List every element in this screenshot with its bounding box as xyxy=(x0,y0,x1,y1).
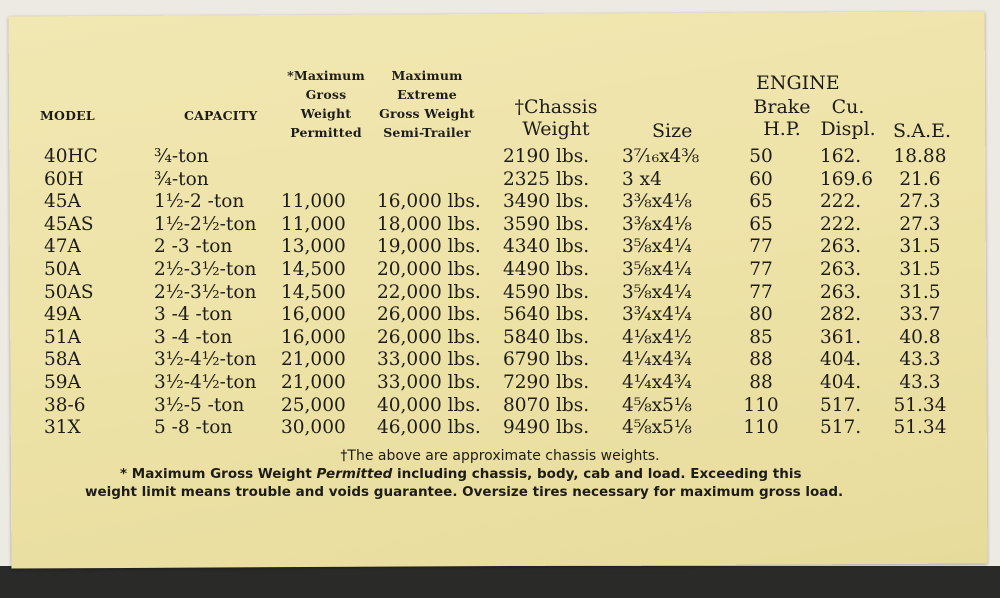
cell-gross: 14,500 xyxy=(281,281,346,303)
cell-hp: 88 xyxy=(749,349,773,371)
cell-sae: 31.5 xyxy=(899,259,941,280)
table-row xyxy=(0,326,1000,350)
table-row xyxy=(0,258,1000,282)
cell-sae: 33.7 xyxy=(899,304,941,326)
table-row xyxy=(0,281,1000,305)
cell-extreme: 26,000 lbs. xyxy=(377,326,481,348)
cell-capacity: ¾-ton xyxy=(154,168,209,190)
cell-hp: 110 xyxy=(743,417,779,439)
cell-sae: 43.3 xyxy=(899,349,941,371)
cell-gross: 21,000 xyxy=(281,349,346,371)
cell-hp: 77 xyxy=(749,236,773,258)
table-row xyxy=(0,348,1000,372)
cell-displ: 517. xyxy=(820,394,862,416)
cell-extreme: 18,000 lbs. xyxy=(377,213,481,235)
cell-displ: 222. xyxy=(820,213,862,235)
header-engine: ENGINE xyxy=(756,72,840,94)
cell-displ: 361. xyxy=(820,326,862,348)
header-sae: S.A.E. xyxy=(893,120,952,142)
cell-model: 60H xyxy=(44,168,84,190)
cell-model: 31X xyxy=(44,417,81,439)
header-max-extreme: Maximum Extreme Gross Weight Semi-Trailer xyxy=(379,68,475,140)
cell-extreme: 46,000 lbs. xyxy=(377,417,481,439)
cell-sae: 43.3 xyxy=(899,372,941,393)
footnote-star-line2: weight limit means trouble and voids guarantee. Oversize tires necessary for maximum gross load. xyxy=(85,484,844,500)
table-row xyxy=(0,190,1000,214)
table-row xyxy=(0,394,1000,418)
cell-sae: 21.6 xyxy=(899,168,941,190)
cell-sae: 40.8 xyxy=(899,326,941,348)
cell-chassis: 7290 lbs. xyxy=(503,372,590,393)
cell-displ: 222. xyxy=(820,191,862,213)
cell-displ: 169.6 xyxy=(820,168,873,190)
cell-sae: 18.88 xyxy=(893,146,947,167)
footnote-star-line1: * Maximum Gross Weight Permitted including chassis, body, cab and load. Exceeding this xyxy=(120,466,802,482)
cell-size: 4⅝x5⅛ xyxy=(622,417,692,439)
header-size: Size xyxy=(652,120,693,142)
cell-size: 3¾x4¼ xyxy=(622,304,692,326)
header-capacity: CAPACITY xyxy=(184,108,258,123)
cell-capacity: 1½-2 -ton xyxy=(154,191,245,213)
cell-capacity: 3½-4½-ton xyxy=(154,349,257,371)
cell-gross: 16,000 xyxy=(281,326,346,348)
cell-hp: 80 xyxy=(749,304,773,326)
cell-displ: 404. xyxy=(820,349,862,371)
cell-size: 3⅝x4¼ xyxy=(622,281,692,303)
cell-gross: 11,000 xyxy=(281,191,346,213)
cell-chassis: 5640 lbs. xyxy=(503,304,590,326)
cell-model: 47A xyxy=(44,236,81,258)
cell-capacity: 2½-3½-ton xyxy=(154,281,257,303)
cell-gross: 11,000 xyxy=(281,213,346,235)
cell-size: 3⅜x4⅛ xyxy=(622,191,692,213)
cell-extreme: 40,000 lbs. xyxy=(377,394,481,416)
cell-capacity: 3½-5 -ton xyxy=(154,394,245,416)
table-row xyxy=(0,303,1000,327)
cell-displ: 282. xyxy=(820,304,862,326)
cell-displ: 263. xyxy=(820,236,862,258)
cell-chassis: 3490 lbs. xyxy=(503,191,590,213)
cell-capacity: ¾-ton xyxy=(154,146,209,167)
cell-chassis: 2325 lbs. xyxy=(503,168,590,190)
cell-gross: 16,000 xyxy=(281,304,346,326)
cell-extreme: 33,000 lbs. xyxy=(377,372,481,393)
cell-sae: 27.3 xyxy=(899,191,941,213)
cell-model: 45A xyxy=(44,191,81,213)
cell-size: 4⅝x5⅛ xyxy=(622,394,692,416)
cell-chassis: 4490 lbs. xyxy=(503,259,590,280)
cell-model: 58A xyxy=(44,349,81,371)
table-row xyxy=(0,235,1000,259)
cell-gross: 25,000 xyxy=(281,394,346,416)
header-model: MODEL xyxy=(40,108,95,123)
cell-extreme: 20,000 lbs. xyxy=(377,259,481,280)
cell-displ: 162. xyxy=(820,146,862,167)
cell-hp: 60 xyxy=(749,168,773,190)
cell-model: 50A xyxy=(44,259,81,280)
cell-model: 38-6 xyxy=(44,394,86,416)
cell-capacity: 1½-2½-ton xyxy=(154,213,257,235)
cell-sae: 51.34 xyxy=(893,394,947,416)
cell-sae: 51.34 xyxy=(893,417,947,439)
cell-size: 3 x4 xyxy=(622,168,662,190)
cell-sae: 31.5 xyxy=(899,236,941,258)
cell-size: 4⅛x4½ xyxy=(622,326,692,348)
cell-displ: 404. xyxy=(820,372,862,393)
cell-size: 3⁷⁄₁₆x4⅜ xyxy=(622,146,700,167)
cell-size: 3⅝x4¼ xyxy=(622,259,692,280)
header-chassis-weight: †Chassis Weight xyxy=(514,96,598,140)
cell-capacity: 2 -3 -ton xyxy=(154,236,233,258)
table-row xyxy=(0,213,1000,237)
cell-gross: 21,000 xyxy=(281,372,346,393)
cell-extreme: 26,000 lbs. xyxy=(377,304,481,326)
cell-chassis: 3590 lbs. xyxy=(503,213,590,235)
cell-hp: 77 xyxy=(749,259,773,280)
footnote-dagger: †The above are approximate chassis weights. xyxy=(340,448,660,464)
cell-gross: 13,000 xyxy=(281,236,346,258)
cell-chassis: 6790 lbs. xyxy=(503,349,590,371)
cell-chassis: 2190 lbs. xyxy=(503,146,590,167)
cell-capacity: 3 -4 -ton xyxy=(154,326,233,348)
cell-hp: 110 xyxy=(743,394,779,416)
cell-hp: 50 xyxy=(749,146,773,167)
cell-hp: 85 xyxy=(749,326,773,348)
cell-chassis: 9490 lbs. xyxy=(503,417,590,439)
cell-capacity: 3½-4½-ton xyxy=(154,372,257,393)
cell-hp: 65 xyxy=(749,213,773,235)
cell-sae: 27.3 xyxy=(899,213,941,235)
header-brake-hp: Brake H.P. xyxy=(753,96,811,140)
table-row xyxy=(0,416,1000,440)
cell-extreme: 19,000 lbs. xyxy=(377,236,481,258)
cell-hp: 65 xyxy=(749,191,773,213)
cell-chassis: 4590 lbs. xyxy=(503,281,590,303)
cell-displ: 263. xyxy=(820,259,862,280)
cell-capacity: 3 -4 -ton xyxy=(154,304,233,326)
cell-model: 51A xyxy=(44,326,81,348)
cell-gross: 14,500 xyxy=(281,259,346,280)
cell-extreme: 33,000 lbs. xyxy=(377,349,481,371)
cell-displ: 517. xyxy=(820,417,862,439)
cell-model: 59A xyxy=(44,372,81,393)
cell-extreme: 22,000 lbs. xyxy=(377,281,481,303)
cell-model: 49A xyxy=(44,304,81,326)
cell-sae: 31.5 xyxy=(899,281,941,303)
cell-size: 3⅝x4¼ xyxy=(622,236,692,258)
cell-model: 45AS xyxy=(44,213,94,235)
cell-hp: 88 xyxy=(749,372,773,393)
cell-size: 4¼x4¾ xyxy=(622,372,692,393)
table-row xyxy=(0,145,1000,169)
cell-chassis: 8070 lbs. xyxy=(503,394,590,416)
table-row xyxy=(0,168,1000,192)
cell-gross: 30,000 xyxy=(281,417,346,439)
header-max-gross: *Maximum Gross Weight Permitted xyxy=(287,68,365,140)
header-cu-displ: Cu. Displ. xyxy=(820,96,876,140)
cell-displ: 263. xyxy=(820,281,862,303)
cell-hp: 77 xyxy=(749,281,773,303)
table-row xyxy=(0,371,1000,395)
cell-capacity: 2½-3½-ton xyxy=(154,259,257,280)
cell-extreme: 16,000 lbs. xyxy=(377,191,481,213)
cell-size: 3⅜x4⅛ xyxy=(622,213,692,235)
cell-size: 4¼x4¾ xyxy=(622,349,692,371)
cell-capacity: 5 -8 -ton xyxy=(154,417,233,439)
cell-model: 40HC xyxy=(44,146,98,167)
cell-model: 50AS xyxy=(44,281,94,303)
cell-chassis: 5840 lbs. xyxy=(503,326,590,348)
cell-chassis: 4340 lbs. xyxy=(503,236,590,258)
